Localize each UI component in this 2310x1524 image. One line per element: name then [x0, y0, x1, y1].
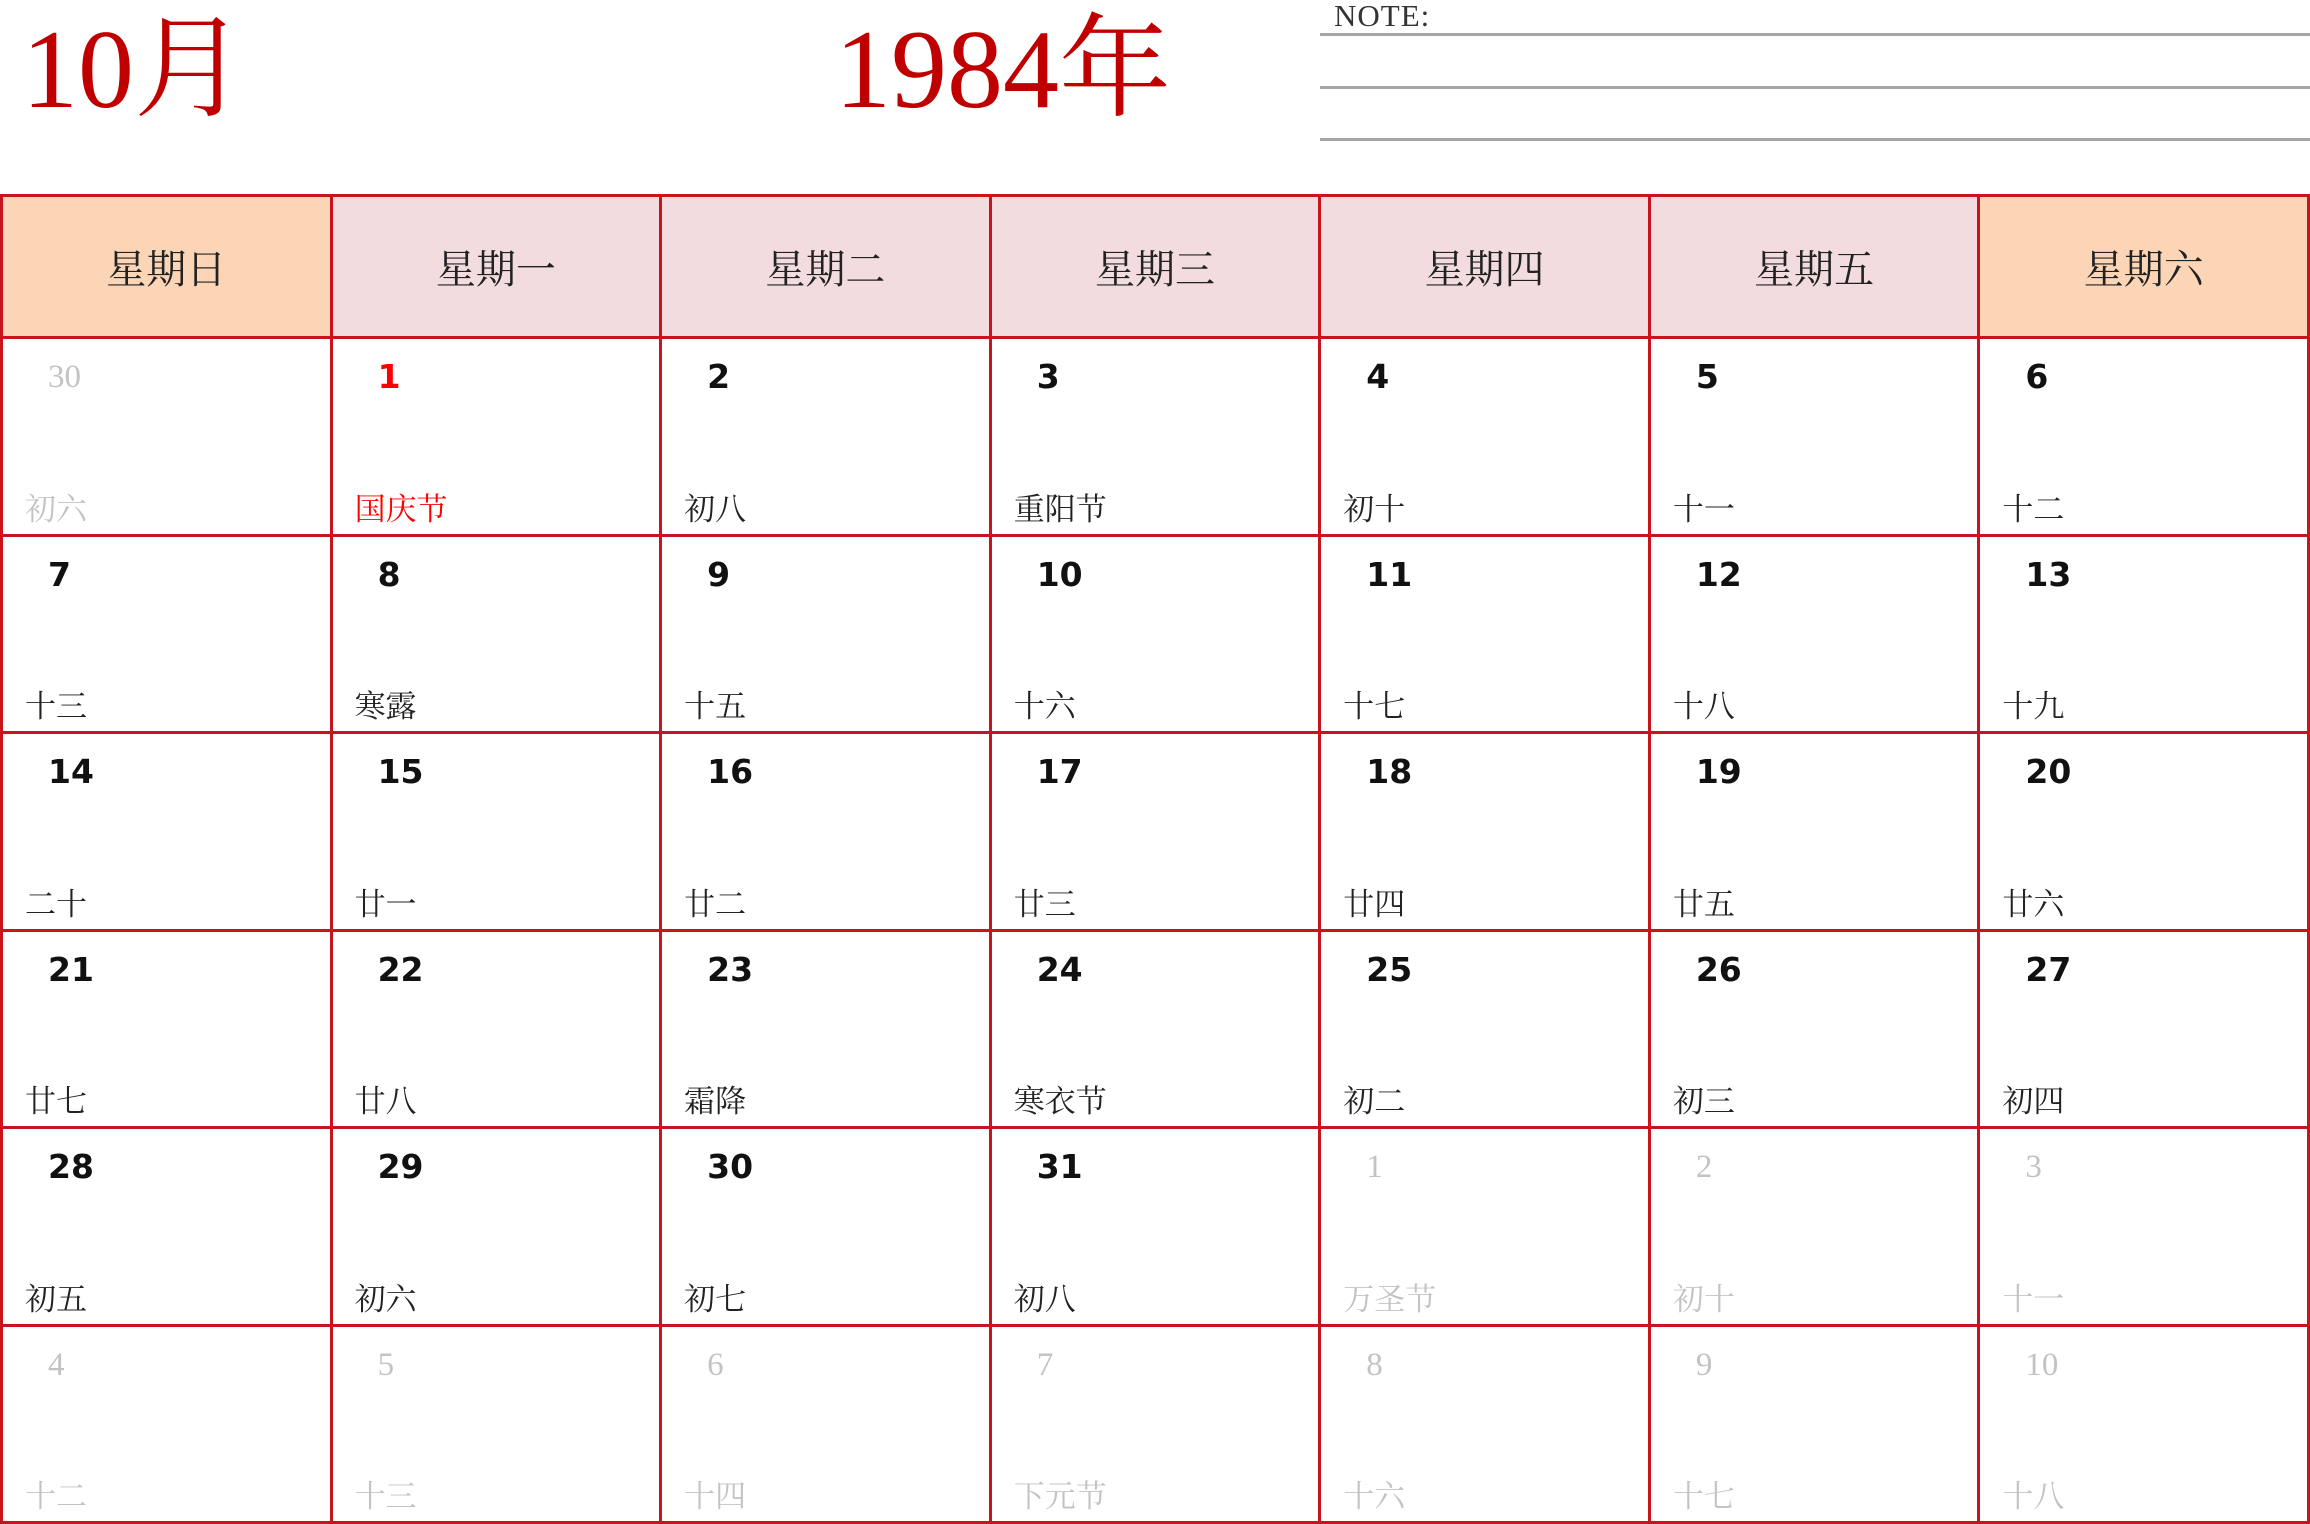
- day-cell[interactable]: [1980, 1129, 2310, 1327]
- day-cell[interactable]: [992, 734, 1322, 932]
- day-number: 9: [1695, 1346, 1713, 1383]
- lunar-date: 寒衣节: [1013, 1084, 1107, 1120]
- day-cell[interactable]: [662, 932, 992, 1130]
- day-number: 14: [48, 752, 94, 791]
- day-cell[interactable]: [333, 734, 663, 932]
- weekday-header-monday: 星期一: [333, 197, 663, 339]
- lunar-date: 初七: [684, 1281, 747, 1318]
- weekday-header-wednesday: 星期三: [992, 197, 1322, 339]
- day-number: 19: [1695, 752, 1742, 791]
- weekday-header-saturday: 星期六: [1980, 197, 2310, 339]
- day-cell[interactable]: [333, 537, 663, 735]
- lunar-date: 十五: [684, 689, 747, 725]
- day-number: 1: [1366, 1149, 1383, 1185]
- day-number: 28: [48, 1147, 94, 1186]
- day-number: 3: [1036, 357, 1060, 396]
- day-number: 30: [48, 359, 81, 395]
- lunar-date: 十三: [25, 689, 87, 725]
- calendar-grid: [0, 194, 2310, 1524]
- lunar-date: 初四: [2002, 1084, 2065, 1120]
- day-number: 10: [2025, 1346, 2059, 1383]
- lunar-date: 十七: [1672, 1479, 1735, 1515]
- day-cell[interactable]: [1321, 1327, 1651, 1524]
- lunar-date: 十二: [25, 1479, 87, 1515]
- day-number: 3: [2025, 1149, 2042, 1185]
- lunar-date: 十一: [1672, 491, 1735, 528]
- day-number: 12: [1695, 554, 1742, 594]
- day-number: 29: [377, 1147, 424, 1186]
- day-number: 16: [707, 752, 754, 791]
- lunar-date: 十六: [1013, 689, 1076, 725]
- lunar-date: 廿四: [1343, 886, 1406, 923]
- day-cell[interactable]: [1321, 734, 1651, 932]
- lunar-date: 寒露: [354, 689, 417, 725]
- day-number: 27: [2025, 949, 2072, 989]
- day-cell[interactable]: [333, 932, 663, 1130]
- lunar-date: 初五: [25, 1281, 87, 1318]
- day-number: 22: [377, 949, 424, 989]
- day-number: 8: [1366, 1346, 1383, 1383]
- lunar-date: 霜降: [684, 1084, 747, 1120]
- note-line: [1320, 138, 2310, 141]
- day-cell[interactable]: [3, 734, 333, 932]
- day-cell[interactable]: [992, 537, 1322, 735]
- day-number: 7: [48, 554, 71, 594]
- day-cell[interactable]: [1980, 734, 2310, 932]
- day-cell[interactable]: [3, 1129, 333, 1327]
- lunar-date: 十二: [2002, 491, 2065, 528]
- lunar-date: 初八: [1013, 1281, 1076, 1318]
- lunar-date: 十七: [1343, 689, 1406, 725]
- day-number: 6: [2025, 357, 2049, 396]
- day-number: 20: [2025, 752, 2072, 791]
- day-number: 23: [707, 949, 754, 989]
- day-cell[interactable]: [1651, 537, 1981, 735]
- day-number: 5: [377, 1346, 395, 1383]
- lunar-date: 初十: [1343, 491, 1406, 528]
- day-cell[interactable]: [992, 1129, 1322, 1327]
- day-cell[interactable]: [1321, 537, 1651, 735]
- day-number: 5: [1695, 357, 1719, 396]
- day-number: 1: [377, 357, 401, 396]
- day-cell[interactable]: [662, 339, 992, 537]
- lunar-date: 初十: [1672, 1281, 1735, 1318]
- lunar-date: 廿二: [684, 886, 747, 923]
- day-number: 18: [1366, 752, 1413, 791]
- note-line: [1320, 33, 2310, 36]
- day-number: 17: [1036, 752, 1083, 791]
- day-cell[interactable]: [1980, 932, 2310, 1130]
- day-cell[interactable]: [992, 932, 1322, 1130]
- day-number: 2: [1695, 1149, 1713, 1185]
- day-number: 26: [1695, 949, 1742, 989]
- lunar-date: 廿六: [2002, 886, 2065, 923]
- day-number: 4: [1366, 357, 1390, 396]
- day-cell[interactable]: [1651, 1327, 1981, 1524]
- weekday-header-friday: 星期五: [1651, 197, 1981, 339]
- lunar-date: 万圣节: [1343, 1281, 1437, 1318]
- day-number: 8: [377, 554, 401, 594]
- day-cell[interactable]: [3, 339, 333, 537]
- day-number: 4: [48, 1346, 65, 1383]
- lunar-date: 廿五: [1672, 886, 1735, 923]
- day-number: 25: [1366, 949, 1413, 989]
- lunar-date: 十九: [2002, 689, 2065, 725]
- lunar-date: 初六: [25, 491, 87, 528]
- lunar-date: 十八: [2002, 1479, 2065, 1515]
- day-number: 7: [1036, 1346, 1054, 1383]
- day-cell[interactable]: [3, 932, 333, 1130]
- day-cell[interactable]: [333, 1129, 663, 1327]
- lunar-date: 国庆节: [354, 491, 448, 528]
- lunar-date: 十四: [684, 1479, 747, 1515]
- day-cell[interactable]: [1321, 932, 1651, 1130]
- day-number: 2: [707, 357, 731, 396]
- lunar-date: 十三: [354, 1479, 417, 1515]
- weekday-header-thursday: 星期四: [1321, 197, 1651, 339]
- lunar-date: 廿七: [25, 1084, 87, 1120]
- day-number: 9: [707, 554, 731, 594]
- day-cell[interactable]: [662, 734, 992, 932]
- lunar-date: 十八: [1672, 689, 1735, 725]
- month-title: 10月: [22, 8, 246, 132]
- lunar-date: 二十: [25, 886, 87, 923]
- day-number: 10: [1036, 554, 1083, 594]
- lunar-date: 廿三: [1013, 886, 1076, 923]
- day-cell[interactable]: [333, 339, 663, 537]
- lunar-date: 十一: [2002, 1281, 2065, 1318]
- day-number: 13: [2025, 554, 2072, 594]
- note-line: [1320, 86, 2310, 89]
- day-number: 24: [1036, 949, 1083, 989]
- lunar-date: 重阳节: [1013, 491, 1107, 528]
- weekday-header-tuesday: 星期二: [662, 197, 992, 339]
- day-cell[interactable]: [1321, 339, 1651, 537]
- day-cell[interactable]: [662, 1129, 992, 1327]
- day-cell[interactable]: [1980, 339, 2310, 537]
- day-number: 21: [48, 949, 94, 989]
- note-area[interactable]: [1320, 0, 2310, 145]
- note-label: NOTE:: [1334, 0, 1431, 33]
- lunar-date: 初八: [684, 491, 747, 528]
- lunar-date: 初三: [1672, 1084, 1735, 1120]
- day-cell[interactable]: [333, 1327, 663, 1524]
- day-number: 15: [377, 752, 424, 791]
- lunar-date: 初二: [1343, 1084, 1406, 1120]
- day-number: 6: [707, 1346, 724, 1383]
- weekday-header-sunday: 星期日: [3, 197, 333, 339]
- day-cell[interactable]: [3, 1327, 333, 1524]
- day-cell[interactable]: [1651, 339, 1981, 537]
- day-number: 11: [1366, 554, 1413, 594]
- day-number: 30: [707, 1147, 754, 1186]
- lunar-date: 初六: [354, 1281, 417, 1318]
- day-cell[interactable]: [662, 1327, 992, 1524]
- lunar-date: 廿八: [354, 1084, 417, 1120]
- day-cell[interactable]: [992, 1327, 1322, 1524]
- day-cell[interactable]: [1980, 537, 2310, 735]
- year-title: 1984年: [835, 8, 1171, 132]
- day-number: 31: [1036, 1147, 1083, 1186]
- day-cell[interactable]: [1321, 1129, 1651, 1327]
- lunar-date: 十六: [1343, 1479, 1406, 1515]
- day-cell[interactable]: [1651, 932, 1981, 1130]
- day-cell[interactable]: [992, 339, 1322, 537]
- day-cell[interactable]: [662, 537, 992, 735]
- day-cell[interactable]: [1651, 734, 1981, 932]
- lunar-date: 廿一: [354, 886, 417, 923]
- lunar-date: 下元节: [1013, 1479, 1107, 1515]
- day-cell[interactable]: [3, 537, 333, 735]
- day-cell[interactable]: [1651, 1129, 1981, 1327]
- day-cell[interactable]: [1980, 1327, 2310, 1524]
